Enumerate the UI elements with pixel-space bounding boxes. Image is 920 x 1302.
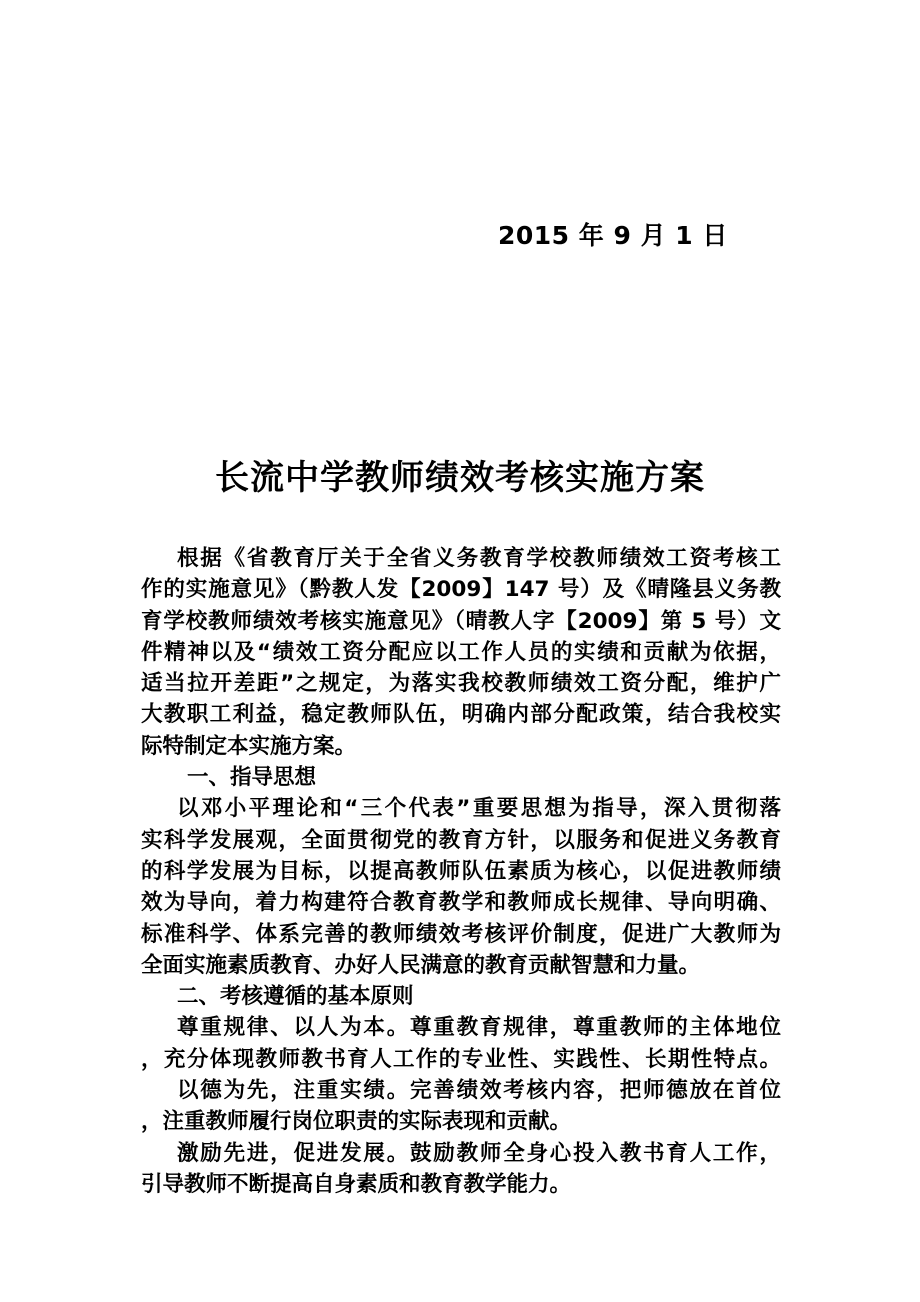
principle2-line: 以德为先，注重实绩。完善绩效考核内容，把师德放在首位 xyxy=(177,1078,781,1104)
section1-line: 的科学发展为目标，以提高教师队伍素质为核心，以促进教师绩 xyxy=(141,858,781,884)
document-body xyxy=(141,543,781,1200)
section2-heading: 二、考核遵循的基本原则 xyxy=(177,984,414,1010)
principle1-line: ，充分体现教师教书育人工作的专业性、实践性、长期性特点。 xyxy=(141,1046,781,1072)
section1-line: 效为导向，着力构建符合教育教学和教师成长规律、导向明确、 xyxy=(141,890,781,916)
intro-line: 件精神以及“绩效工资分配应以工作人员的实绩和贡献为依据， xyxy=(141,639,781,665)
principle3-line: 引导教师不断提高自身素质和教育教学能力。 xyxy=(141,1171,572,1197)
document-date: 2015 年 9 月 1 日 xyxy=(498,221,728,250)
section1-heading: 一、指导思想 xyxy=(187,765,317,791)
principle3-line: 激励先进，促进发展。鼓励教师全身心投入教书育人工作， xyxy=(177,1140,781,1166)
intro-line: 际特制定本实施方案。 xyxy=(141,733,357,759)
section1-line: 全面实施素质教育、办好人民满意的教育贡献智慧和力量。 xyxy=(141,952,701,978)
principle1-line: 尊重规律、以人为本。尊重教育规律，尊重教师的主体地位 xyxy=(177,1015,781,1041)
intro-line: 作的实施意见》（黔教人发【2009】147 号）及《晴隆县义务教 xyxy=(141,577,781,603)
section1-line: 标准科学、体系完善的教师绩效考核评价制度，促进广大教师为 xyxy=(141,921,781,947)
intro-line: 根据《省教育厅关于全省义务教育学校教师绩效工资考核工 xyxy=(177,546,781,571)
intro-line: 适当拉开差距”之规定，为落实我校教师绩效工资分配，维护广 xyxy=(141,671,781,697)
intro-line: 育学校教师绩效考核实施意见》（晴教人字【2009】第 5 号）文 xyxy=(141,608,781,634)
section1-line: 实科学发展观，全面贯彻党的教育方针，以服务和促进义务教育 xyxy=(141,827,781,853)
intro-line: 大教职工利益，稳定教师队伍，明确内部分配政策，结合我校实 xyxy=(141,702,781,728)
document-title: 长流中学教师绩效考核实施方案 xyxy=(215,458,705,498)
principle2-line: ，注重教师履行岗位职责的实际表现和贡献。 xyxy=(141,1109,572,1135)
section1-line: 以邓小平理论和“三个代表”重要思想为指导，深入贯彻落 xyxy=(177,796,781,822)
